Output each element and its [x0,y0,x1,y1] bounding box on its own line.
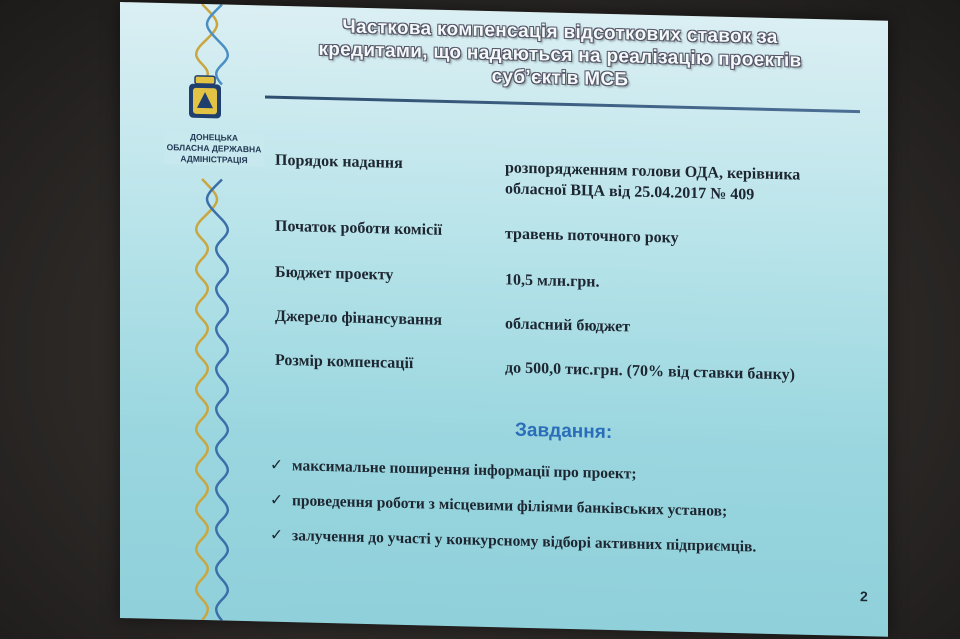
row-label: Бюджет проекту [275,263,394,284]
row-value: розпорядженням голови ОДА, керівника обласної ВЦА від 25.04.2017 № 409 [505,159,801,204]
presentation-slide [120,2,888,637]
row-label: Порядок надання [275,151,403,172]
check-icon: ✓ [270,490,283,509]
info-row-funding-source [275,307,865,336]
info-row-budget [275,263,865,291]
slide-title: Часткова компенсація відсоткових ставок за кредитами, що надаються на реалізацію проектів суб’єктів МСБ [318,16,802,91]
row-value: обласний бюджет [505,315,631,336]
info-row-start [275,217,865,247]
row-value: 10,5 млн.грн. [505,271,600,291]
task-text: залучення до участі у конкурсному відборі активних підприємців. [292,527,757,556]
info-row-procedure [275,151,865,204]
task-item [270,526,756,557]
title-divider [265,96,860,114]
task-text: максимальне поширення інформації про проект; [292,457,637,483]
oblast-emblem-icon [185,74,225,123]
organization-name: ДОНЕЦЬКА ОБЛАСНА ДЕРЖАВНА АДМІНІСТРАЦІЯ [164,131,264,166]
check-icon: ✓ [270,455,283,474]
check-icon: ✓ [270,525,283,544]
task-item [270,456,637,484]
task-text: проведення роботи з місцевими філіями банківських установ; [292,492,728,520]
page-number: 2 [860,588,868,605]
info-row-compensation [275,351,865,384]
tasks-heading: Завдання: [515,419,613,444]
row-label: Початок роботи комісії [275,217,443,239]
row-value: травень поточного року [505,225,679,247]
row-label: Джерело фінансування [275,307,443,329]
row-label: Розмір компенсації [275,351,414,373]
row-value: до 500,0 тис.грн. (70% від ставки банку) [505,359,795,384]
task-item [270,491,727,521]
